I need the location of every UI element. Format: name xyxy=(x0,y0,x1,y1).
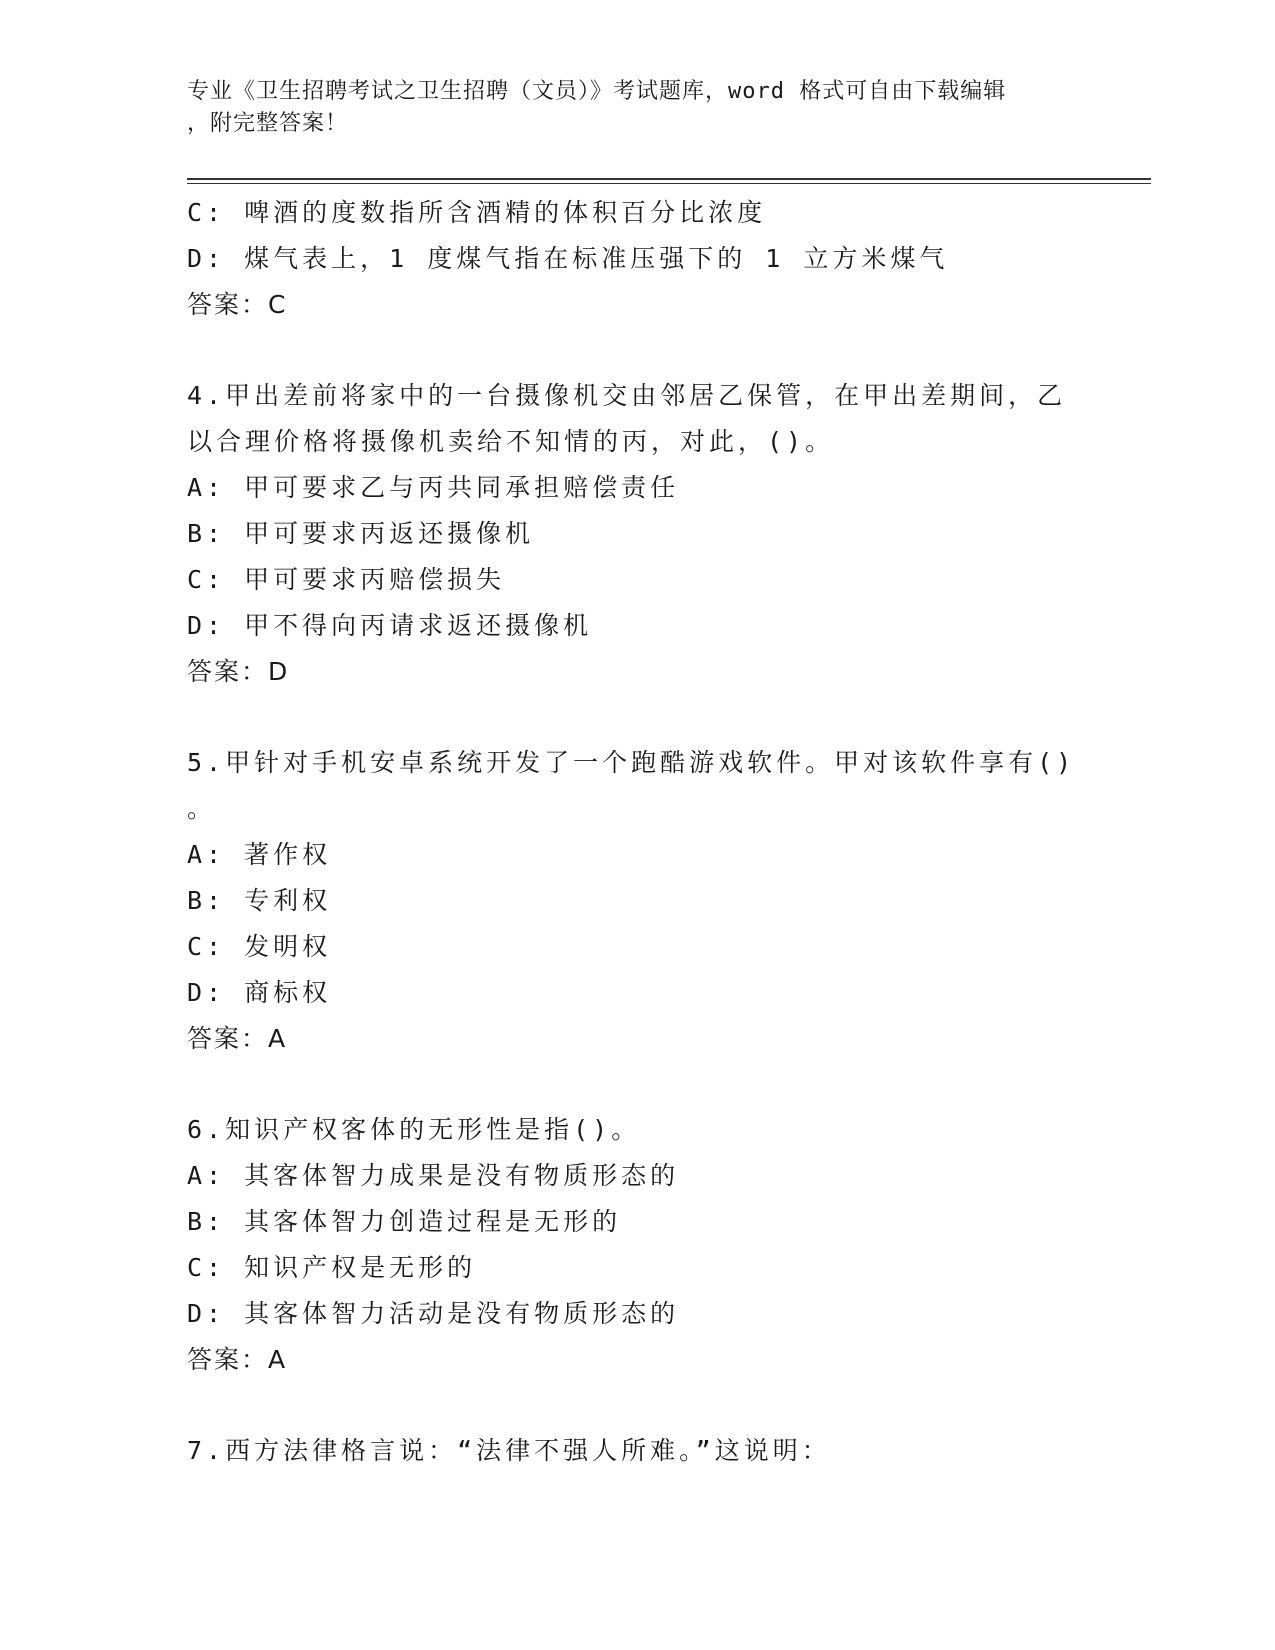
question-gap xyxy=(187,328,1067,373)
header-divider-thick xyxy=(187,178,1151,180)
option-d: D: 煤气表上，1 度煤气指在标准压强下的 1 立方米煤气 xyxy=(187,244,949,273)
option-b: B: 甲可要求丙返还摄像机 xyxy=(187,519,535,548)
question-4 xyxy=(187,373,1067,695)
option-a: A: 其客体智力成果是没有物质形态的 xyxy=(187,1161,680,1190)
question-list xyxy=(187,190,1076,1474)
option-a: A: 著作权 xyxy=(187,840,332,869)
question-stem: 4.甲出差前将家中的一台摄像机交由邻居乙保管，在甲出差期间，乙 xyxy=(187,381,1067,410)
answer-label: 答案：C xyxy=(187,290,288,319)
question-3-tail xyxy=(187,190,1067,328)
header-divider-thin xyxy=(187,183,1151,184)
document-header xyxy=(187,76,1067,140)
header-line-2: ，附完整答案！ xyxy=(187,111,349,136)
question-5 xyxy=(187,740,1076,1062)
question-stem-continued: 。 xyxy=(187,794,217,823)
option-a: A: 甲可要求乙与丙共同承担赔偿责任 xyxy=(187,473,680,502)
option-c: C: 知识产权是无形的 xyxy=(187,1253,477,1282)
header-line-1: 专业《卫生招聘考试之卫生招聘（文员）》考试题库，word 格式可自由下载编辑 xyxy=(187,79,1007,104)
question-gap xyxy=(187,1062,1067,1107)
question-6 xyxy=(187,1107,1067,1383)
answer-label: 答案：A xyxy=(187,1345,288,1374)
question-stem: 5.甲针对手机安卓系统开发了一个跑酷游戏软件。甲对该软件享有() xyxy=(187,748,1076,777)
question-stem-continued: 以合理价格将摄像机卖给不知情的丙，对此，()。 xyxy=(187,427,835,456)
answer-label: 答案：D xyxy=(187,657,290,686)
answer-label: 答案：A xyxy=(187,1024,288,1053)
option-d: D: 其客体智力活动是没有物质形态的 xyxy=(187,1299,680,1328)
question-stem: 7.西方法律格言说：“法律不强人所难。”这说明： xyxy=(187,1436,831,1465)
option-b: B: 其客体智力创造过程是无形的 xyxy=(187,1207,622,1236)
question-gap xyxy=(187,1383,1067,1428)
question-stem: 6.知识产权客体的无形性是指()。 xyxy=(187,1115,641,1144)
option-c: C: 甲可要求丙赔偿损失 xyxy=(187,565,506,594)
option-d: D: 甲不得向丙请求返还摄像机 xyxy=(187,611,593,640)
question-7 xyxy=(187,1428,1067,1474)
option-c: C: 发明权 xyxy=(187,932,332,961)
option-d: D: 商标权 xyxy=(187,978,332,1007)
option-b: B: 专利权 xyxy=(187,886,332,915)
option-c: C: 啤酒的度数指所含酒精的体积百分比浓度 xyxy=(187,198,767,227)
question-gap xyxy=(187,695,1067,740)
